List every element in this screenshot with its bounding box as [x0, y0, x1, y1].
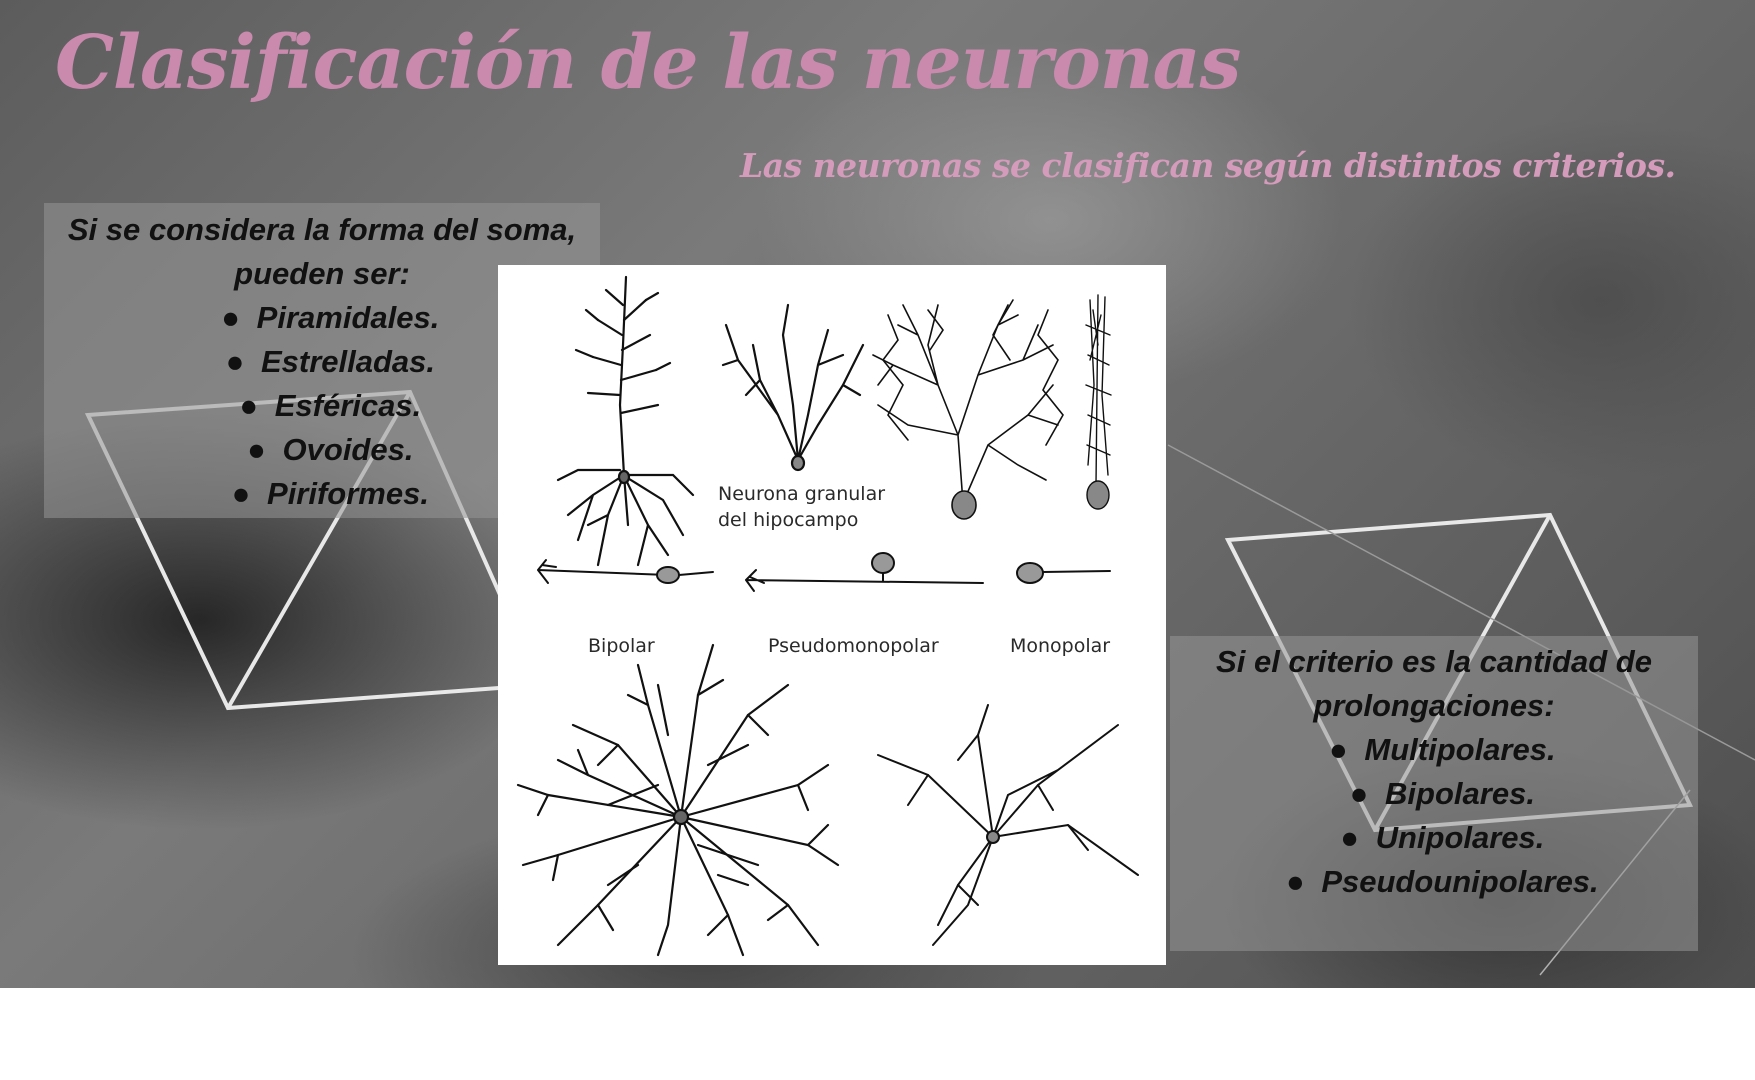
pseudomonopolar-neuron-drawing — [746, 553, 983, 591]
label-monopolar: Monopolar — [1010, 635, 1111, 657]
bullet-icon: ● — [247, 432, 266, 467]
prolongation-list — [1170, 728, 1698, 904]
bullet-icon: ● — [1340, 820, 1359, 855]
bullet-icon: ● — [231, 476, 251, 511]
list-item: ● Unipolares. — [1170, 816, 1698, 860]
label-granular-line1: Neurona granular — [718, 483, 886, 505]
label-granular-line2: del hipocampo — [718, 509, 859, 531]
soma-shape-classification — [44, 208, 600, 516]
bullet-icon: ● — [221, 300, 241, 335]
label-bipolar: Bipolar — [588, 635, 655, 657]
multipolar-neuron-drawing — [518, 645, 838, 955]
list-item: ● Multipolares. — [1170, 728, 1698, 772]
purkinje-neuron-drawing — [873, 300, 1063, 519]
right-heading-line2: prolongaciones: — [1313, 688, 1555, 723]
bullet-icon: ● — [1329, 732, 1348, 767]
list-item: ● Esféricas. — [44, 384, 600, 428]
list-item: ● Bipolares. — [1170, 772, 1698, 816]
list-item: ● Ovoides. — [44, 428, 600, 472]
bullet-icon: ● — [225, 344, 245, 379]
label-pseudomonopolar: Pseudomonopolar — [768, 635, 939, 657]
left-heading-line1: Si se considera la forma del soma, — [67, 212, 577, 247]
columnar-neuron-drawing — [1086, 295, 1111, 509]
list-item: ● Piriformes. — [44, 472, 600, 516]
slide-subtitle: Las neuronas se clasifican según distintos criterios. — [740, 146, 1676, 185]
bipolar-neuron-drawing — [538, 560, 713, 583]
soma-shape-list — [44, 296, 600, 516]
prolongation-count-classification — [1170, 640, 1698, 904]
bullet-icon: ● — [1349, 776, 1369, 811]
right-heading-line1: Si el criterio es la cantidad de — [1216, 644, 1652, 679]
granular-neuron-drawing — [723, 305, 863, 470]
list-item: ● Estrelladas. — [44, 340, 600, 384]
stellate-neuron-drawing — [878, 705, 1138, 945]
monopolar-neuron-drawing — [1017, 563, 1110, 583]
slide-title: Clasificación de las neuronas — [55, 20, 1241, 106]
list-item: ● Piramidales. — [44, 296, 600, 340]
list-item: ● Pseudounipolares. — [1170, 860, 1698, 904]
left-heading-line2: pueden ser: — [234, 256, 410, 291]
bullet-icon: ● — [1285, 864, 1305, 899]
bullet-icon: ● — [239, 388, 259, 423]
